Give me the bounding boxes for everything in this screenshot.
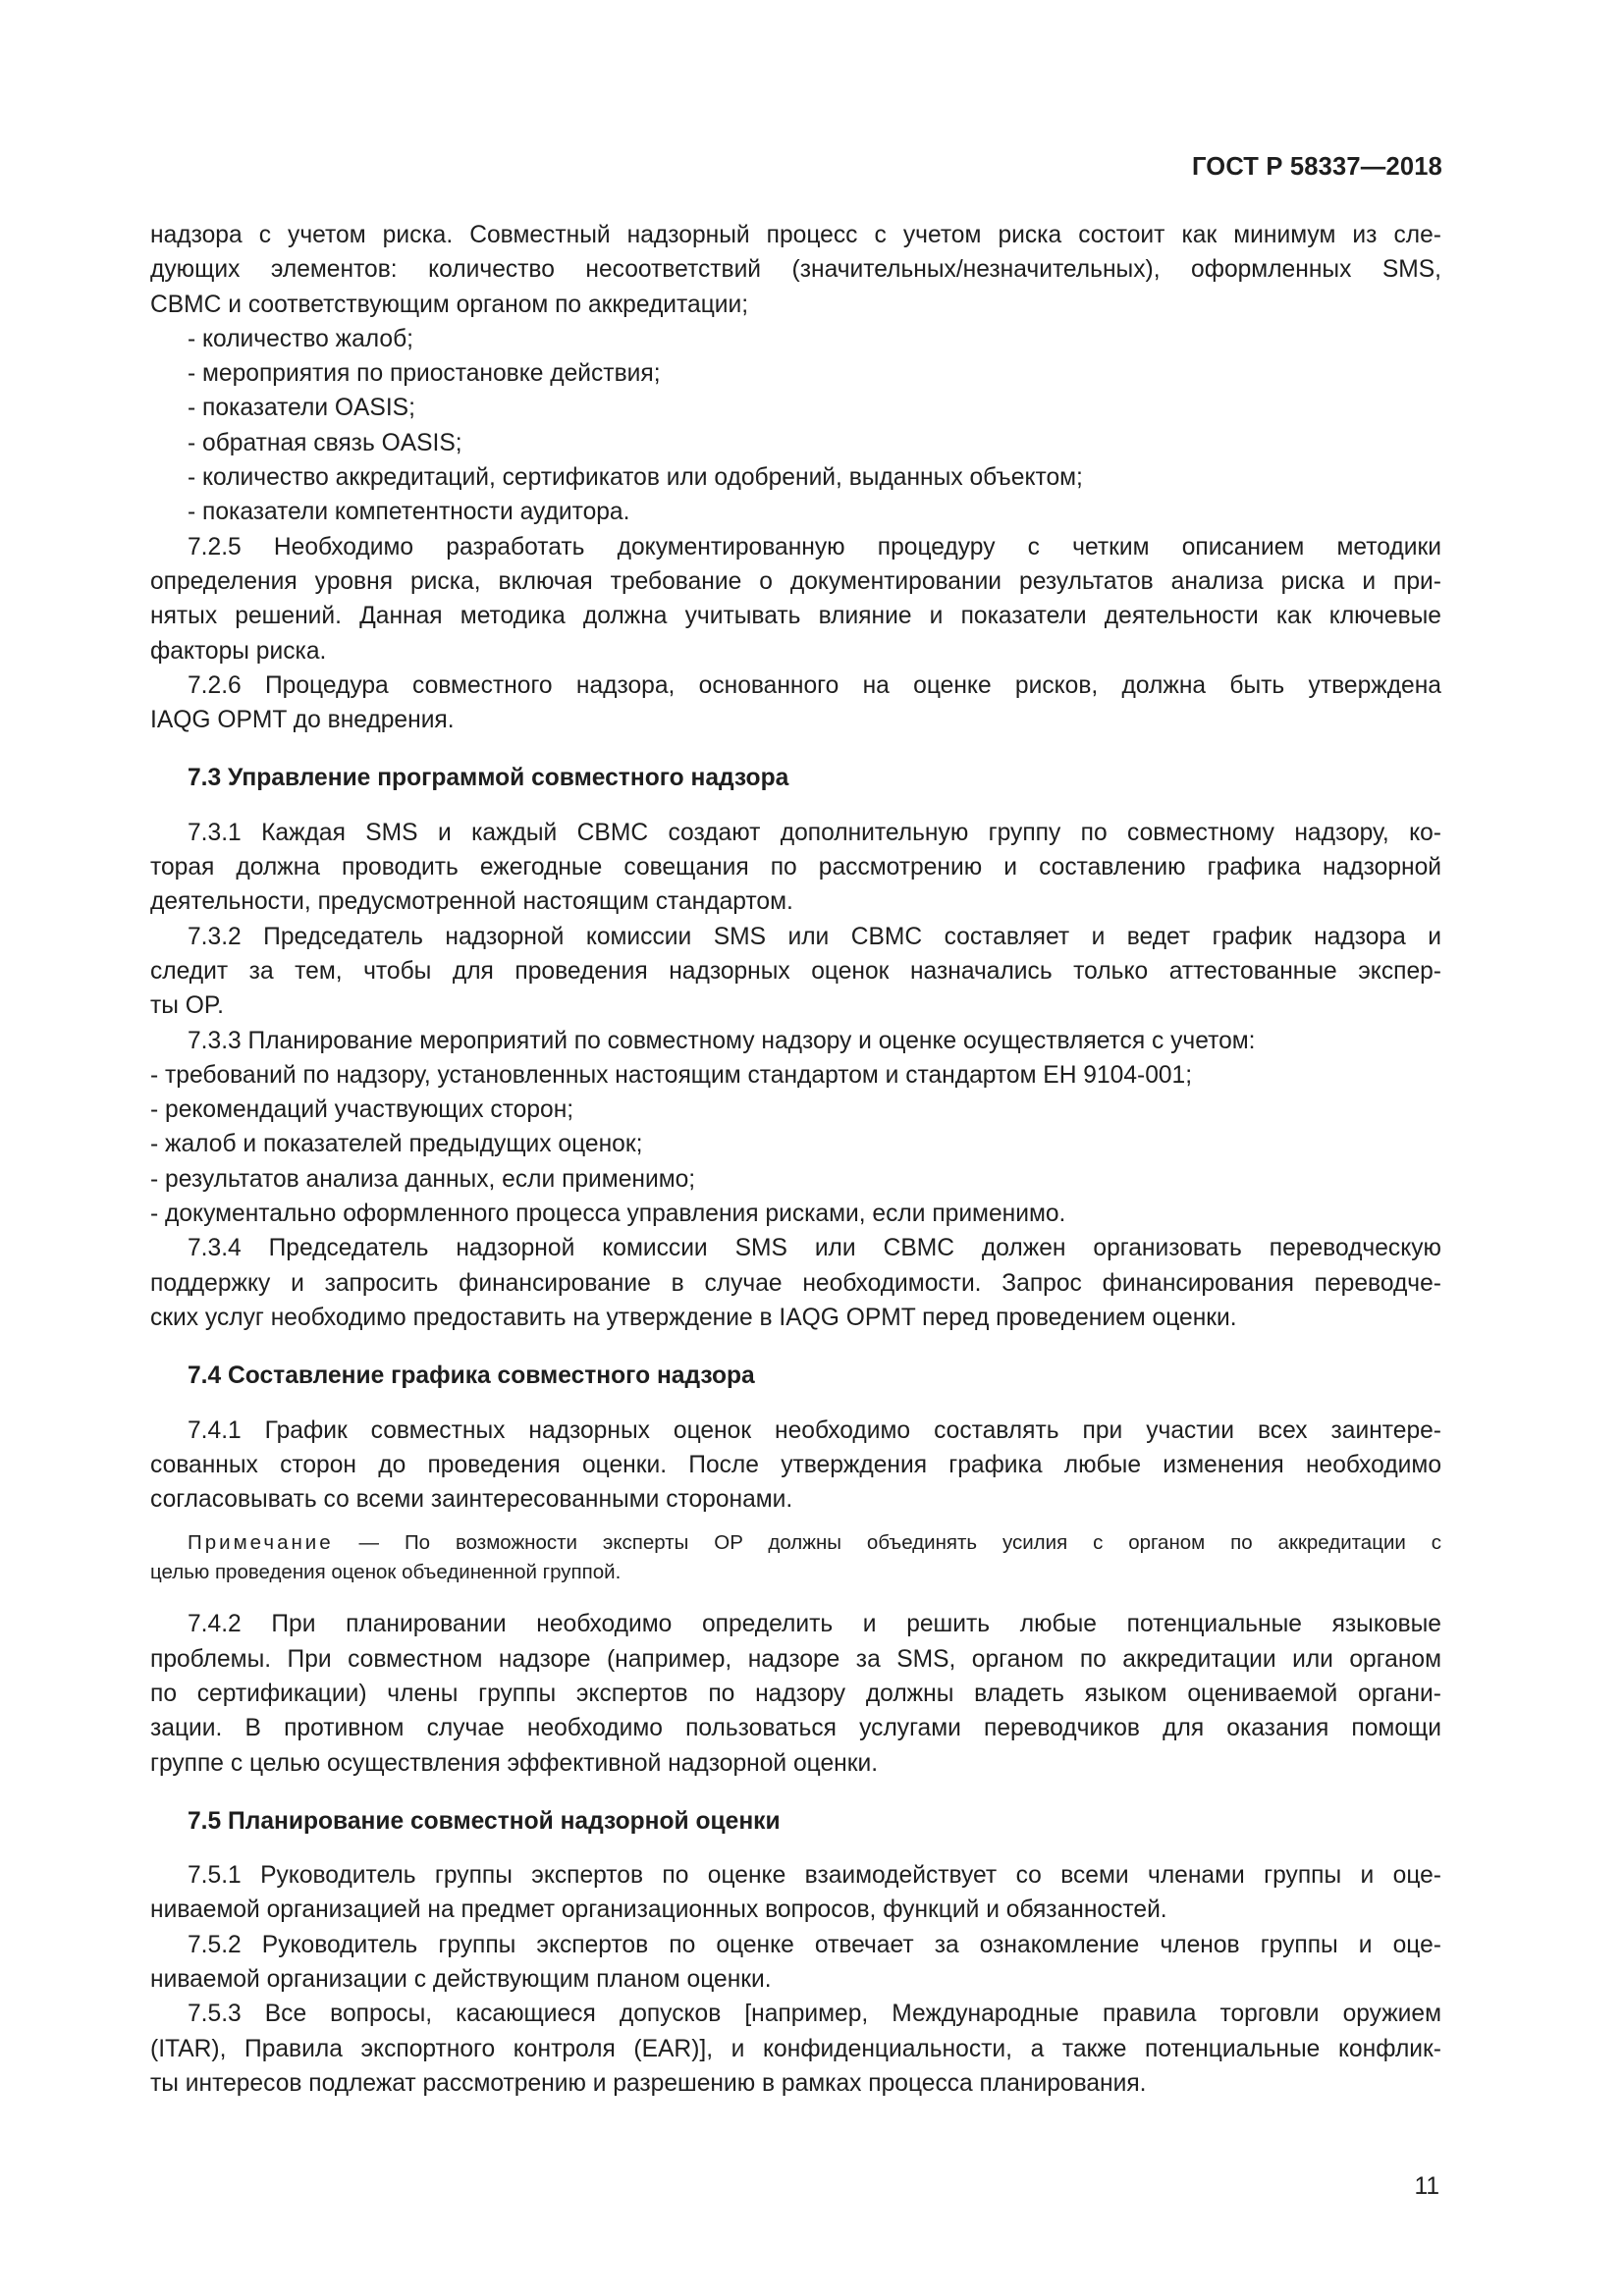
paragraph-line: следит за тем, чтобы для проведения надзорных оценок назначались только аттестованные экспер- xyxy=(150,957,1441,985)
paragraph-line: ты интересов подлежат рассмотрению и разрешению в рамках процесса планирования. xyxy=(150,2069,1147,2097)
clause-7-5-3-line: 7.5.3 Все вопросы, касающиеся допусков [например, Международные правила торговли оружием xyxy=(188,2001,1441,2028)
paragraph-line: группе с целью осуществления эффективной надзорной оценки. xyxy=(150,1749,879,1777)
list-item: - требований по надзору, установленных настоящим стандартом и стандартом ЕН 9104-001; xyxy=(150,1061,1193,1089)
clause-7-2-5-line: 7.2.5 Необходимо разработать документированную процедуру с четким описанием методики xyxy=(188,533,1441,561)
clause-7-3-1-line: 7.3.1 Каждая SMS и каждый CBMC создают дополнительную группу по совместному надзору, ко- xyxy=(188,819,1441,846)
list-item: - результатов анализа данных, если применимо; xyxy=(150,1165,696,1193)
list-item: - количество жалоб; xyxy=(188,325,413,352)
list-item: - показатели OASIS; xyxy=(188,395,415,422)
paragraph-line: согласовывать со всеми заинтересованными сторонами. xyxy=(150,1486,793,1514)
note-line xyxy=(150,1528,1441,1558)
paragraph-line: зации. В противном случае необходимо пользоваться услугами переводчиков для оказания помощи xyxy=(150,1715,1441,1742)
list-item: - жалоб и показателей предыдущих оценок; xyxy=(150,1131,643,1158)
paragraph-line: по сертификации) члены группы экспертов по надзору должны владеть языком оцениваемой органи- xyxy=(150,1680,1441,1707)
note-text: — По возможности эксперты OP должны объединять усилия с органом по аккредитации с xyxy=(333,1531,1441,1555)
section-heading-7-3: 7.3 Управление программой совместного надзора xyxy=(188,765,789,792)
section-heading-7-5: 7.5 Планирование совместной надзорной оценки xyxy=(188,1807,781,1835)
paragraph-line: определения уровня риска, включая требование о документировании результатов анализа риска и при- xyxy=(150,567,1441,595)
paragraph-line: поддержку и запросить финансирование в случае необходимости. Запрос финансирования переводче- xyxy=(150,1269,1441,1297)
clause-7-3-3-line: 7.3.3 Планирование мероприятий по совместному надзору и оценке осуществляется с учетом: xyxy=(188,1027,1256,1054)
list-item: - количество аккредитаций, сертификатов или одобрений, выданных объектом; xyxy=(188,464,1083,492)
list-item: - документально оформленного процесса управления рисками, если применимо. xyxy=(150,1201,1066,1228)
paragraph-line: IAQG OPMT до внедрения. xyxy=(150,707,455,734)
clause-7-3-2-line: 7.3.2 Председатель надзорной комиссии SMS или CBMC составляет и ведет график надзора и xyxy=(188,923,1441,950)
paragraph-line: ты OP. xyxy=(150,992,224,1020)
list-item: - обратная связь OASIS; xyxy=(188,429,462,456)
paragraph-line: нятых решений. Данная методика должна учитывать влияние и показатели деятельности как ключевые xyxy=(150,603,1441,630)
note-block xyxy=(150,1528,1441,1587)
list-item: - рекомендаций участвующих сторон; xyxy=(150,1096,574,1124)
paragraph-line: надзора с учетом риска. Совместный надзорный процесс с учетом риска состоит как минимум из сле- xyxy=(150,222,1441,248)
paragraph-line: торая должна проводить ежегодные совещания по рассмотрению и составлению графика надзорной xyxy=(150,854,1441,881)
list-item: - показатели компетентности аудитора. xyxy=(188,499,630,526)
clause-7-5-1-line: 7.5.1 Руководитель группы экспертов по оценке взаимодействует со всеми членами группы и оце- xyxy=(188,1862,1441,1890)
document-header: ГОСТ Р 58337—2018 xyxy=(1191,153,1442,181)
page-number: 11 xyxy=(1414,2173,1439,2200)
paragraph-line: деятельности, предусмотренной настоящим стандартом. xyxy=(150,888,793,916)
paragraph-line: (ITAR), Правила экспортного контроля (EAR)], и конфиденциальности, а также потенциальные конфлик- xyxy=(150,2035,1441,2062)
clause-7-5-2-line: 7.5.2 Руководитель группы экспертов по оценке отвечает за ознакомление членов группы и оце- xyxy=(188,1931,1441,1958)
paragraph-line: ниваемой организацией на предмет организационных вопросов, функций и обязанностей. xyxy=(150,1896,1167,1924)
clause-7-2-6-line: 7.2.6 Процедура совместного надзора, основанного на оценке рисков, должна быть утверждена xyxy=(188,671,1441,699)
paragraph-line: CBMC и соответствующим органом по аккредитации; xyxy=(150,291,749,318)
note-line: целью проведения оценок объединенной группой. xyxy=(150,1561,622,1584)
clause-7-4-2-line: 7.4.2 При планировании необходимо определить и решить любые потенциальные языковые xyxy=(188,1611,1441,1638)
clause-7-3-4-line: 7.3.4 Председатель надзорной комиссии SMS или CBMC должен организовать переводческую xyxy=(188,1235,1441,1262)
paragraph-line: сованных сторон до проведения оценки. После утверждения графика любые изменения необходимо xyxy=(150,1451,1441,1478)
document-body xyxy=(150,218,1441,2101)
list-item: - мероприятия по приостановке действия; xyxy=(188,360,661,388)
clause-7-4-1-line: 7.4.1 График совместных надзорных оценок необходимо составлять при участии всех заинтере- xyxy=(188,1416,1441,1444)
paragraph-line: дующих элементов: количество несоответствий (значительных/незначительных), оформленных SMS, xyxy=(150,256,1441,284)
note-label: Примечание xyxy=(188,1531,334,1555)
section-heading-7-4: 7.4 Составление графика совместного надзора xyxy=(188,1362,755,1390)
paragraph-line: проблемы. При совместном надзоре (например, надзоре за SMS, органом по аккредитации или органом xyxy=(150,1645,1441,1673)
paragraph-line: факторы риска. xyxy=(150,637,327,665)
paragraph-line: ниваемой организации с действующим планом оценки. xyxy=(150,1966,772,1994)
paragraph-line: ских услуг необходимо предоставить на утверждение в IAQG OPMT перед проведением оценки. xyxy=(150,1304,1237,1331)
